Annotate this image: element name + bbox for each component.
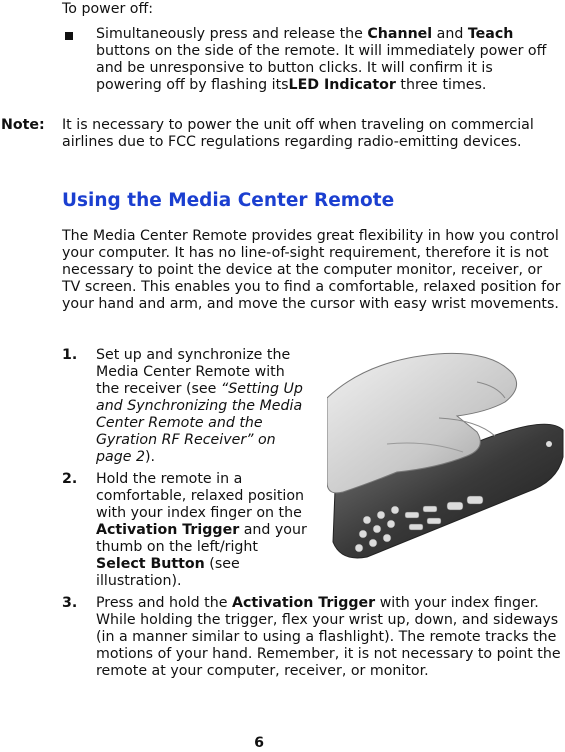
bullet-text-pre: Simultaneously press and release the	[96, 26, 368, 42]
note-label: Note:	[1, 117, 45, 133]
bullet-text-and: and	[432, 26, 468, 42]
power-off-instructions	[96, 26, 556, 94]
activation-trigger-name: Activation Trigger	[96, 522, 240, 538]
power-off-heading: To power off:	[62, 1, 154, 17]
step-2-pre: Hold the remote in a comfortable, relaxed position with your index finger on the	[96, 471, 305, 521]
intro-paragraph: The Media Center Remote provides great flexibility in how you control your computer. It has no line-of-sight requirement, therefore it is not necessary to point the device at the computer monitor, receiver, or TV screen. This enables you to find a comfortable, relaxed position for your hand and arm, and move the cursor with easy wrist movements.	[62, 228, 561, 312]
teach-button-name: Teach	[467, 26, 514, 42]
note-text: It is necessary to power the unit off when traveling on commercial airlines due to FCC regulations regarding radio-emitting devices.	[62, 117, 534, 150]
step-2-post: (see illustration).	[96, 556, 240, 589]
step-1-reference: “Setting Up and Synchronizing the Media Center Remote and the Gyration RF Receiver” on page 2	[96, 381, 303, 465]
step-1-number: 1.	[62, 347, 78, 363]
bullet-text-mid: buttons on the side of the remote. It will immediately power off and be unresponsive to button clicks. It will confirm it is powering off by flashing its	[96, 43, 547, 93]
step-2-number: 2.	[62, 471, 78, 487]
step-1-post: ).	[144, 449, 156, 465]
bullet-text-post: three times.	[395, 77, 487, 93]
bullet-square-icon	[65, 32, 73, 40]
channel-button-name: Channel	[367, 26, 433, 42]
step-3-post: with your index finger. While holding the trigger, flex your wrist up, down, and sideways (in a manner similar to using a flashlight). The remote tracks the motions of your hand. Remember, it is not necessary to point the remote at your computer, receiver, or monitor.	[96, 595, 561, 679]
step-3-pre: Press and hold the	[96, 595, 232, 611]
led-indicator-name: LED Indicator	[288, 77, 396, 93]
step-2-mid: and your thumb on the left/right	[96, 522, 307, 555]
step-2-text	[96, 471, 311, 590]
select-button-name: Select Button	[96, 556, 205, 572]
section-title: Using the Media Center Remote	[62, 190, 395, 211]
activation-trigger-name-2: Activation Trigger	[231, 595, 376, 611]
step-1-pre: Set up and synchronize the Media Center Remote with the receiver (see	[96, 347, 291, 397]
step-1-text	[96, 347, 311, 466]
hand-holding-remote-photo	[327, 352, 565, 564]
step-3-number: 3.	[62, 595, 78, 611]
page-number: 6	[254, 735, 264, 751]
step-3-text	[96, 595, 562, 680]
